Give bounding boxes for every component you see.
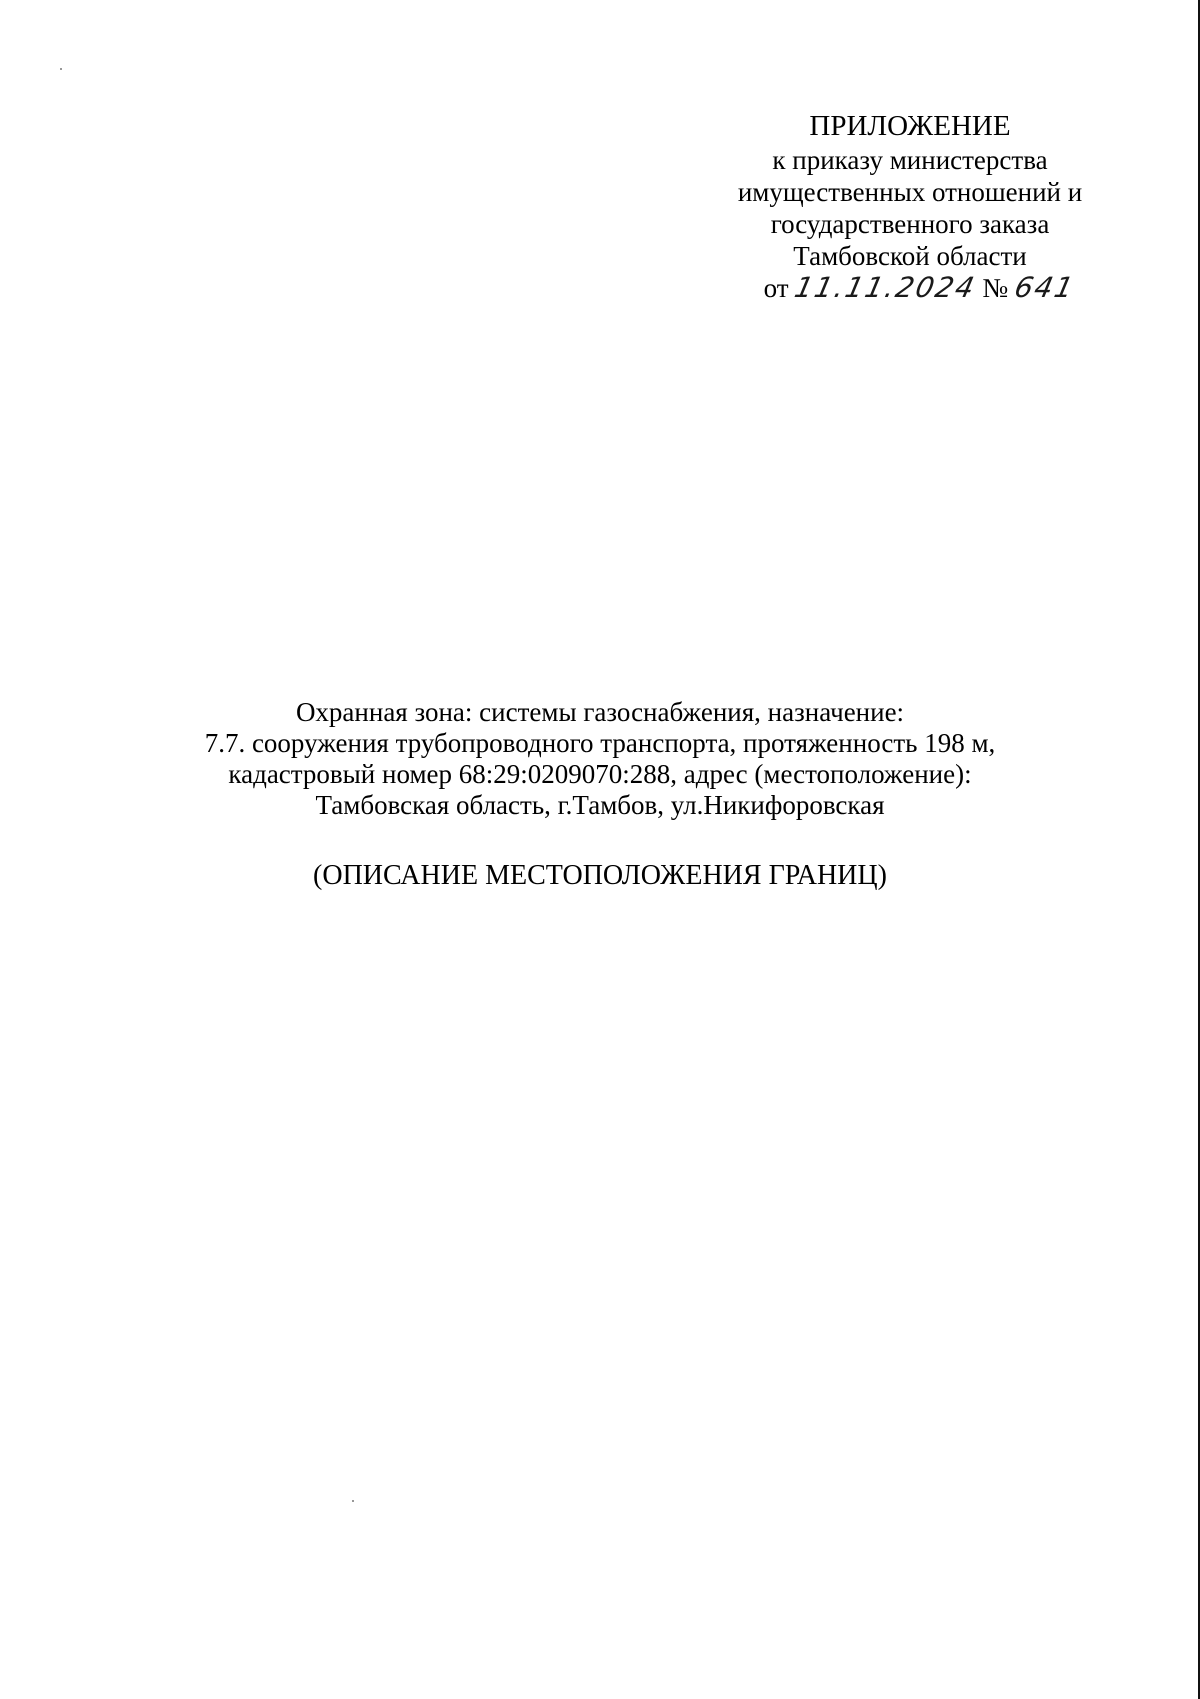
attachment-line: государственного заказа (770, 209, 1050, 239)
scan-speck (352, 1500, 354, 1502)
order-number-sign: № (982, 273, 1009, 303)
zone-line: Охранная зона: системы газоснабжения, назначение: (295, 697, 905, 727)
scan-speck (60, 68, 62, 70)
order-date-handwritten: 11.11.2024 (791, 271, 980, 304)
zone-line: Тамбовская область, г.Тамбов, ул.Никифоровская (315, 790, 885, 820)
zone-description (150, 697, 1050, 821)
order-reference (718, 272, 1120, 304)
attachment-line: имущественных отношений и (737, 177, 1083, 207)
order-number-handwritten: 641 (1011, 271, 1078, 304)
order-prefix: от (763, 273, 789, 303)
attachment-line: к приказу министерства (772, 145, 1048, 175)
zone-line: 7.7. сооружения трубопроводного транспорта, протяженность 198 м, (204, 728, 996, 758)
attachment-line: Тамбовской области (793, 241, 1027, 271)
zone-line: кадастровый номер 68:29:0209070:288, адрес (местоположение): (228, 759, 972, 789)
section-title: (ОПИСАНИЕ МЕСТОПОЛОЖЕНИЯ ГРАНИЦ) (313, 860, 887, 891)
attachment-header (700, 110, 1120, 304)
attachment-title: ПРИЛОЖЕНИЕ (809, 110, 1011, 142)
